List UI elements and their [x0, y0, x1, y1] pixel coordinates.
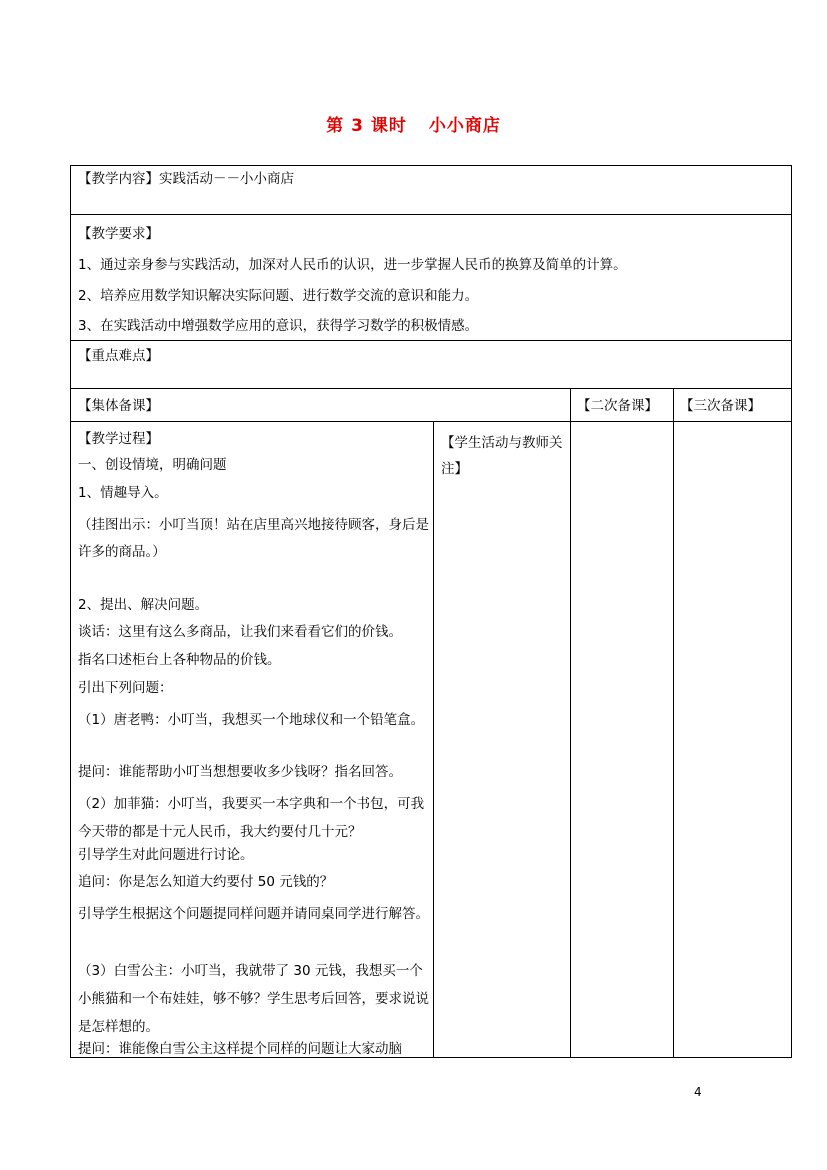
second-prep-header: 【二次备课】 — [577, 398, 658, 414]
process-line: 追问：你是怎么知道大约要付 50 元钱的？ — [78, 874, 334, 890]
process-line: 引导学生根据这个问题提同样问题并请同桌同学进行解答。 — [78, 906, 429, 922]
requirement-item: 3、在实践活动中增强数学应用的意识，获得学习数学的积极情感。 — [78, 318, 479, 334]
process-header: 【教学过程】 — [78, 431, 159, 447]
process-line: 指名口述柜台上各种物品的价钱。 — [78, 652, 281, 668]
process-line: 谈话：这里有这么多商品，让我们来看看它们的价钱。 — [78, 624, 402, 640]
page-title — [0, 111, 827, 136]
column-divider — [570, 388, 571, 1058]
key-points-header: 【重点难点】 — [78, 348, 159, 364]
requirement-item: 2、培养应用数学知识解决实际问题、进行数学交流的意识和能力。 — [78, 288, 479, 304]
process-line: （挂图出示：小叮当顶！站在店里高兴地接待顾客，身后是许多的商品。） — [78, 517, 429, 560]
process-line: 一、创设情境，明确问题 — [78, 457, 227, 473]
third-prep-header: 【三次备课】 — [680, 398, 761, 414]
student-activity-header: 【学生活动与教师关注】 — [441, 435, 563, 477]
process-line: 2、提出、解决问题。 — [78, 597, 209, 613]
requirement-item: 1、通过亲身参与实践活动，加深对人民币的认识，进一步掌握人民币的换算及简单的计算。 — [78, 257, 627, 273]
process-line: 引出下列问题： — [78, 680, 173, 696]
page-number: 4 — [694, 1085, 702, 1099]
collective-prep-header: 【集体备课】 — [78, 398, 159, 414]
row-divider — [70, 340, 792, 341]
process-line: 提问：谁能帮助小叮当想想要收多少钱呀？指名回答。 — [78, 764, 402, 780]
column-divider — [673, 388, 674, 1058]
row-divider — [70, 214, 792, 215]
requirements-header: 【教学要求】 — [78, 226, 159, 242]
process-line: 提问：谁能像白雪公主这样提个同样的问题让大家动脑 — [78, 1041, 402, 1057]
process-line: （2）加菲猫：小叮当，我要买一本字典和一个书包，可我今天带的都是十元人民币，我大约要付几十元？ — [78, 796, 425, 840]
process-line: 引导学生对此问题进行讨论。 — [78, 847, 254, 863]
column-divider — [433, 421, 434, 1058]
title-lesson-number: 第 3 课时 — [326, 116, 407, 136]
process-line: （3）白雪公主：小叮当，我就带了 30 元钱，我想买一个小熊猫和一个布娃娃，够不够？学生思考后回答，要求说说是怎样想的。 — [78, 963, 429, 1035]
title-lesson-name: 小小商店 — [428, 116, 501, 136]
teaching-content: 【教学内容】实践活动－－小小商店 — [78, 171, 294, 187]
process-line: （1）唐老鸭：小叮当，我想买一个地球仪和一个铅笔盒。 — [78, 712, 425, 728]
process-line: 1、情趣导入。 — [78, 485, 168, 501]
row-divider — [70, 421, 792, 422]
row-divider — [70, 388, 792, 389]
